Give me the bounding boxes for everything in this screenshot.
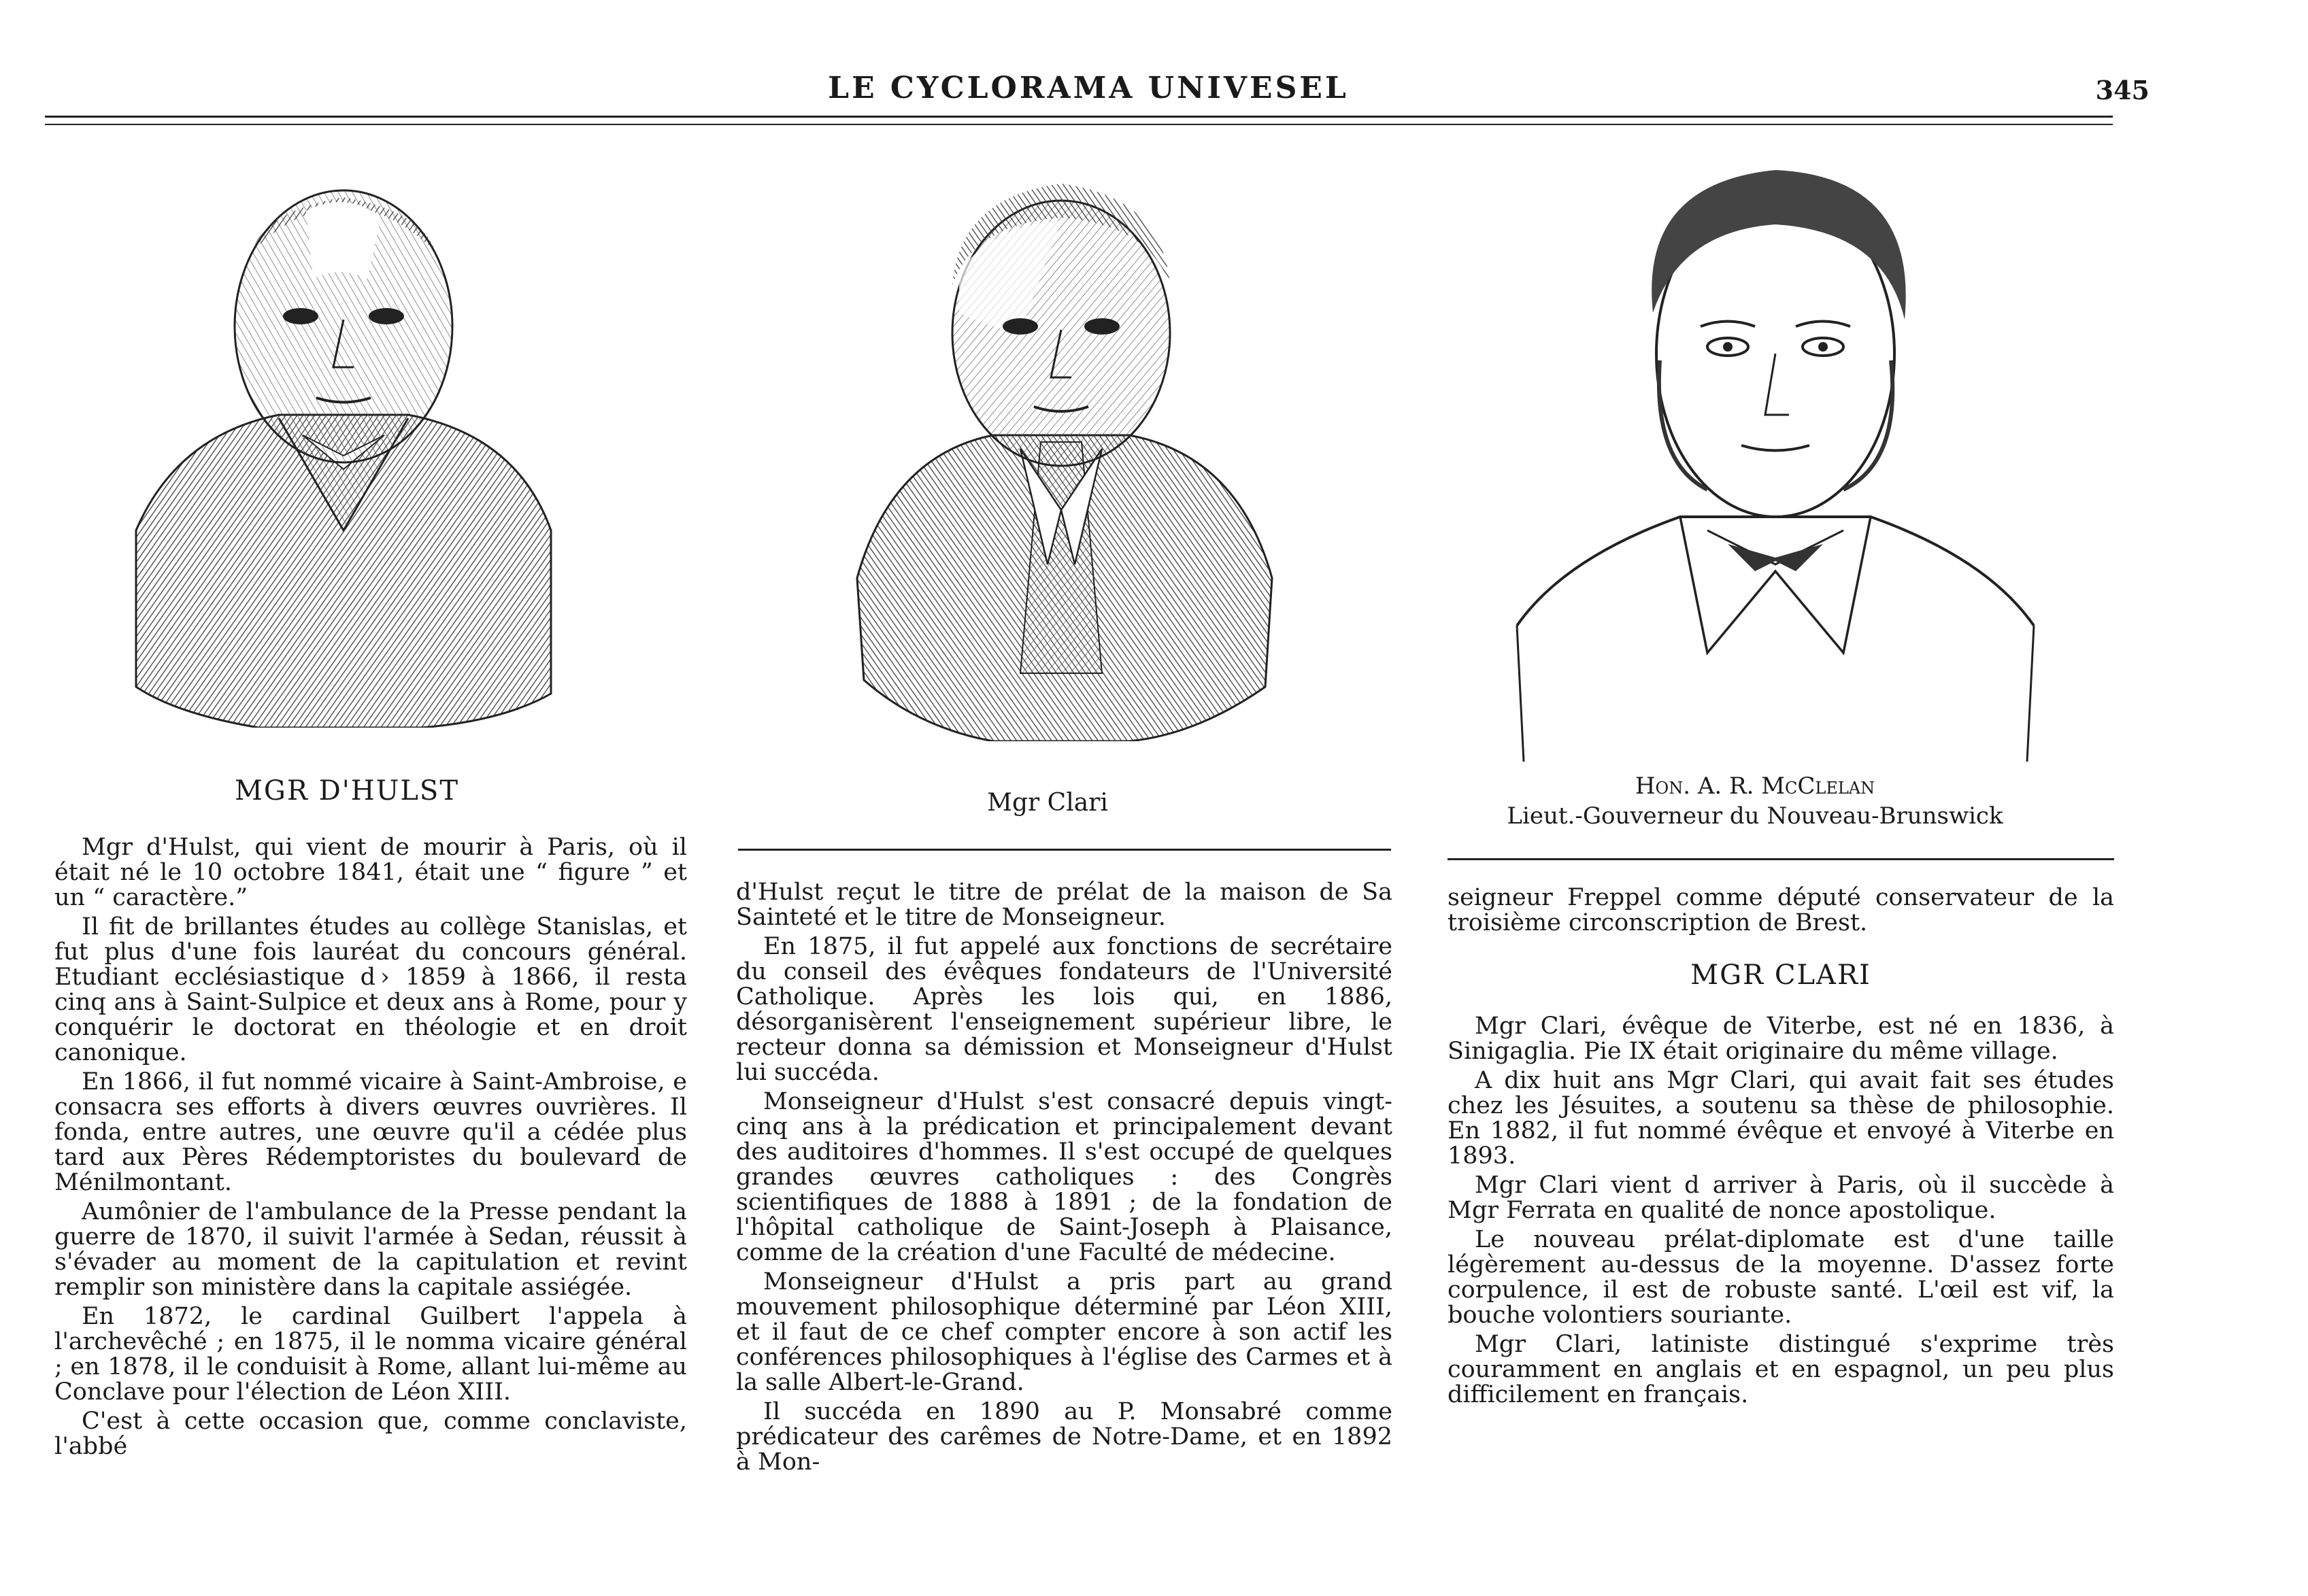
article-column-2 xyxy=(736,880,1392,1479)
portrait-engraving-icon xyxy=(816,156,1306,741)
paragraph: Mgr Clari, évêque de Viterbe, est né en 1836, à Sinigaglia. Pie IX était originaire du même village. xyxy=(1448,1013,2114,1065)
paragraph: C'est à cette occasion que, comme conclaviste, l'abbé xyxy=(54,1408,687,1460)
column-rule xyxy=(1448,858,2114,860)
header-rule xyxy=(45,116,2113,118)
paragraph: Monseigneur d'Hulst a pris part au grand mouvement philosophique déterminé par Léon XIII, et il faut de ce chef compter encore à son actif les conférences philosophiques à l'église des Carmes et à la salle Albert-le-Grand. xyxy=(736,1268,1392,1396)
paragraph: A dix huit ans Mgr Clari, qui avait fait ses études chez les Jésuites, a soutenu sa thèse de philosophie. En 1882, il fut nommé évêque et envoyé à Viterbe en 1893. xyxy=(1448,1067,2114,1170)
portrait-engraving-icon xyxy=(1503,136,2047,775)
paragraph: seigneur Freppel comme député conservateur de la troisième circonscription de Brest. xyxy=(1448,884,2114,936)
paragraph: Le nouveau prélat-diplomate est d'une taille légèrement au-dessus de la moyenne. D'assez forte corpulence, il est de robuste santé. L'œil est vif, la bouche volontiers souriante. xyxy=(1448,1226,2114,1329)
portrait-caption: MGR D'HULST xyxy=(234,775,460,807)
journal-title: LE CYCLORAMA UNIVESEL xyxy=(828,71,1349,105)
header-rule xyxy=(45,124,2113,125)
article-column-1 xyxy=(54,835,687,1463)
paragraph: Mgr d'Hulst, qui vient de mourir à Paris, où il était né le 10 octobre 1841, était une “ figure ” et un “ caractère.” xyxy=(54,834,687,911)
paragraph: Monseigneur d'Hulst s'est consacré depuis vingt-cinq ans à la prédication et principalement devant des auditoires d'hommes. Il s'est occupé de quelques grandes œuvres catholiques : des Congrès scientifiques de 1888 à 1891 ; de la fondation de l'hôpital catholique de Saint-Joseph à Plaisance, comme de la création d'une Faculté de médecine. xyxy=(736,1088,1392,1266)
paragraph: En 1872, le cardinal Guilbert l'appela à l'archevêché ; en 1875, il le nomma vicaire général ; en 1878, il le conduisit à Rome, allant lui-même au Conclave pour l'élection de Léon XIII. xyxy=(54,1303,687,1406)
caption-name: Hon. A. R. McClelan xyxy=(1635,772,1875,800)
section-title: MGR CLARI xyxy=(1690,960,1871,991)
paragraph: Mgr Clari vient d arriver à Paris, où il succède à Mgr Ferrata en qualité de nonce apostolique. xyxy=(1448,1172,2114,1224)
portrait-caption xyxy=(1449,771,2061,831)
paragraph: Il fit de brillantes études au collège Stanislas, et fut plus d'une fois lauréat du concours général. Etudiant ecclésiastique d › 1859 à 1866, il resta cinq ans à Saint-Sulpice et deux ans à Rome, pour y conquérir le doctorat en théologie et en droit canonique. xyxy=(54,913,687,1066)
portrait-caption: Mgr Clari xyxy=(987,789,1108,817)
page-number: 345 xyxy=(2095,75,2150,105)
paragraph: En 1866, il fut nommé vicaire à Saint-Ambroise, e consacra ses efforts à divers œuvres ouvrières. Il fonda, entre autres, une œuvre qu'il a cédée plus tard aux Pères Rédemptoristes du boulevard de Ménilmontant. xyxy=(54,1068,687,1196)
paragraph: En 1875, il fut appelé aux fonctions de secrétaire du conseil des évêques fondateurs de l'Université Catholique. Après les lois qui, en 1886, désorganisèrent l'enseignement supérieur libre, le recteur donna sa démission et Monseigneur d'Hulst lui succéda. xyxy=(736,933,1392,1086)
caption-title: Lieut.-Gouverneur du Nouveau-Brunswick xyxy=(1507,802,2003,830)
paragraph: Aumônier de l'ambulance de la Presse pendant la guerre de 1870, il suivit l'armée à Sedan, réussit à s'évader au moment de la capitulation et revint remplir son ministère dans la capitale assiégée. xyxy=(54,1198,687,1301)
paragraph: d'Hulst reçut le titre de prélat de la maison de Sa Sainteté et le titre de Monseigneur. xyxy=(736,879,1392,931)
article-column-3 xyxy=(1448,885,2114,1412)
portrait-engraving-icon xyxy=(122,150,565,728)
column-rule xyxy=(738,849,1391,851)
paragraph: Il succéda en 1890 au P. Monsabré comme prédicateur des carêmes de Notre-Dame, et en 1892 à Mon- xyxy=(736,1398,1392,1476)
paragraph: Mgr Clari, latiniste distingué s'exprime très couramment en anglais et en espagnol, un peu plus difficilement en français. xyxy=(1448,1331,2114,1408)
